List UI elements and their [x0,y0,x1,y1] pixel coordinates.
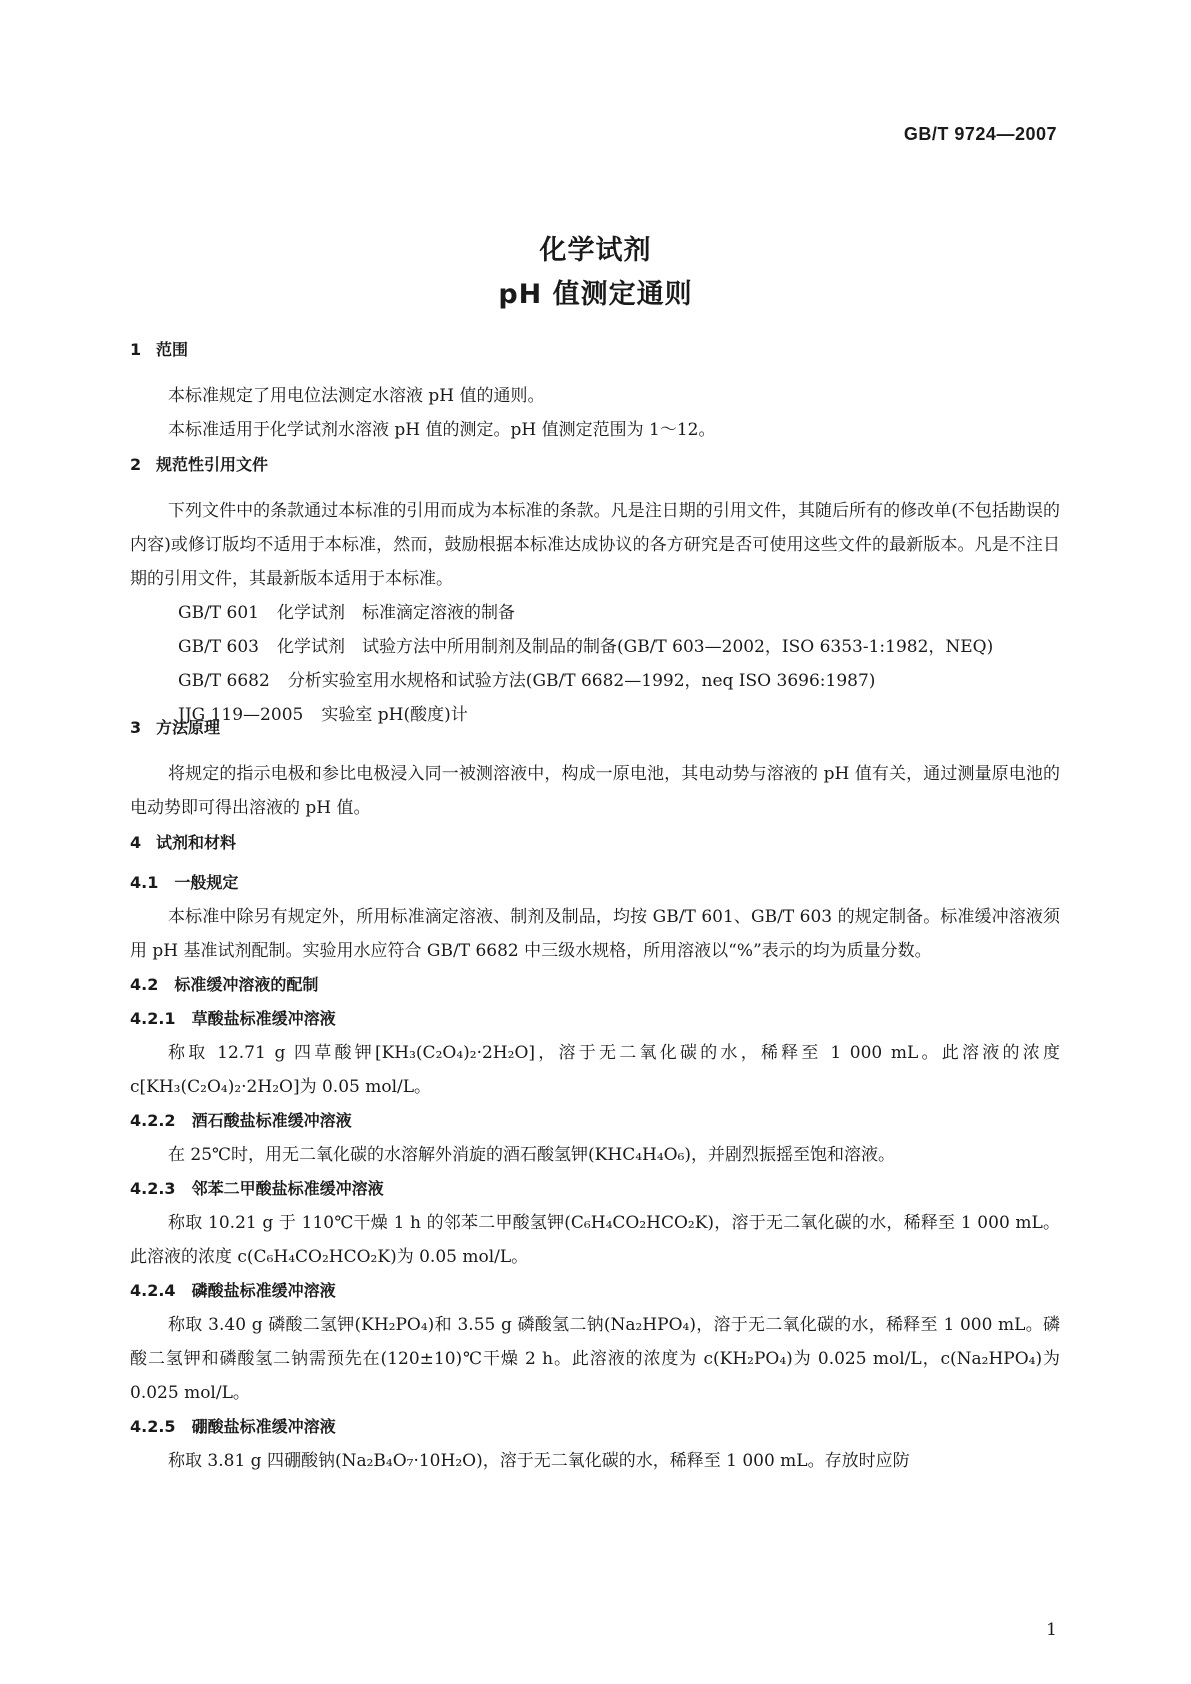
section-heading [130,826,1060,860]
reference-text: 化学试剂 试验方法中所用制剂及制品的制备(GB/T 603—2002，ISO 6353-1:1982，NEQ) [277,637,994,657]
section-heading [130,448,1060,482]
section-heading [130,711,1060,745]
paragraph: 将规定的指示电极和参比电极浸入同一被测溶液中，构成一原电池，其电动势与溶液的 pH 值有关，通过测量原电池的电动势即可得出溶液的 pH 值。 [130,764,1060,818]
subsection-heading-4-2-4 [130,1274,1060,1308]
reference-code: GB/T 601 [178,603,259,623]
reference-item [130,596,1060,630]
paragraph: 下列文件中的条款通过本标准的引用而成为本标准的条款。凡是注日期的引用文件，其随后所有的修改单(不包括勘误的内容)或修订版均不适用于本标准，然而，鼓励根据本标准达成协议的各方研究是否可使用这些文件的最新版本。凡是不注日期的引用文件，其最新版本适用于本标准。 [130,501,1060,589]
subsection-number: 4.2.4 [130,1281,176,1300]
subsection-title: 一般规定 [174,873,239,892]
paragraph: 本标准适用于化学试剂水溶液 pH 值的测定。pH 值测定范围为 1～12。 [168,420,716,440]
subsection-heading-4-2-5 [130,1410,1060,1444]
paragraph: 称取 3.40 g 磷酸二氢钾(KH₂PO₄)和 3.55 g 磷酸氢二钠(Na₂HPO₄)，溶于无二氧化碳的水，稀释至 1 000 mL。磷酸二氢钾和磷酸氢二钠需预先在(120±10)℃干燥 2 h。此溶液的浓度为 c(KH₂PO₄)为 0.025 mol/L，c(Na₂HPO₄)为 0.025 mol/L。 [130,1315,1060,1403]
section-number: 2 [130,455,142,474]
reference-item [130,664,1060,698]
subsection-number: 4.2.5 [130,1417,176,1436]
section-title: 范围 [156,340,189,359]
reference-text: 化学试剂 标准滴定溶液的制备 [277,603,515,623]
subsection-number: 4.2.3 [130,1179,176,1198]
reference-text: 分析实验室用水规格和试验方法(GB/T 6682—1992，neq ISO 3696:1987) [287,671,876,691]
section-title: 方法原理 [156,718,221,737]
section-number: 3 [130,718,142,737]
section-heading [130,333,1060,367]
subsection-title: 磷酸盐标准缓冲溶液 [191,1281,336,1300]
reference-item [130,630,1060,664]
subsection-heading-4-2-2 [130,1104,1060,1138]
reference-code: JJG 119—2005 [178,705,304,725]
section-4 [130,826,1060,1478]
subsection-heading-4-1 [130,866,1060,900]
reference-code: GB/T 603 [178,637,259,657]
section-title: 试剂和材料 [156,833,237,852]
section-number: 4 [130,833,142,852]
subsection-number: 4.2 [130,975,159,994]
paragraph: 称取 3.81 g 四硼酸钠(Na₂B₄O₇·10H₂O)，溶于无二氧化碳的水，稀释至 1 000 mL。存放时应防 [168,1451,910,1471]
doc-title-line2: pH 值测定通则 [498,279,693,310]
paragraph: 本标准规定了用电位法测定水溶液 pH 值的通则。 [168,386,545,406]
doc-title-line1: 化学试剂 [539,235,652,266]
subsection-title: 酒石酸盐标准缓冲溶液 [191,1111,352,1130]
subsection-number: 4.2.2 [130,1111,176,1130]
subsection-title: 硼酸盐标准缓冲溶液 [191,1417,336,1436]
subsection-number: 4.2.1 [130,1009,176,1028]
standard-code: GB/T 9724—2007 [903,124,1057,144]
section-3 [130,711,1060,825]
section-2 [130,448,1060,732]
reference-code: GB/T 6682 [178,671,270,691]
subsection-heading-4-2 [130,968,1060,1002]
section-number: 1 [130,340,142,359]
section-title: 规范性引用文件 [156,455,269,474]
paragraph: 称取 10.21 g 于 110℃干燥 1 h 的邻苯二甲酸氢钾(C₆H₄CO₂HCO₂K)，溶于无二氧化碳的水，稀释至 1 000 mL。此溶液的浓度 c(C₆H₄CO₂HCO₂K)为 0.05 mol/L。 [130,1213,1060,1267]
page-number: 1 [1046,1620,1057,1640]
reference-text: 实验室 pH(酸度)计 [321,705,468,725]
subsection-title: 草酸盐标准缓冲溶液 [191,1009,336,1028]
subsection-number: 4.1 [130,873,159,892]
subsection-heading-4-2-1 [130,1002,1060,1036]
subsection-title: 标准缓冲溶液的配制 [174,975,319,994]
subsection-heading-4-2-3 [130,1172,1060,1206]
section-1 [130,333,1060,447]
paragraph: 在 25℃时，用无二氧化碳的水溶解外消旋的酒石酸氢钾(KHC₄H₄O₆)，并剧烈振摇至饱和溶液。 [168,1145,896,1165]
paragraph: 本标准中除另有规定外，所用标准滴定溶液、制剂及制品，均按 GB/T 601、GB/T 603 的规定制备。标准缓冲溶液须用 pH 基准试剂配制。实验用水应符合 GB/T 6682 中三级水规格，所用溶液以“%”表示的均为质量分数。 [130,907,1060,961]
paragraph: 称取 12.71 g 四草酸钾[KH₃(C₂O₄)₂·2H₂O]，溶于无二氧化碳的水，稀释至 1 000 mL。此溶液的浓度 c[KH₃(C₂O₄)₂·2H₂O]为 0.05 mol/L。 [130,1043,1060,1097]
subsection-title: 邻苯二甲酸盐标准缓冲溶液 [191,1179,384,1198]
